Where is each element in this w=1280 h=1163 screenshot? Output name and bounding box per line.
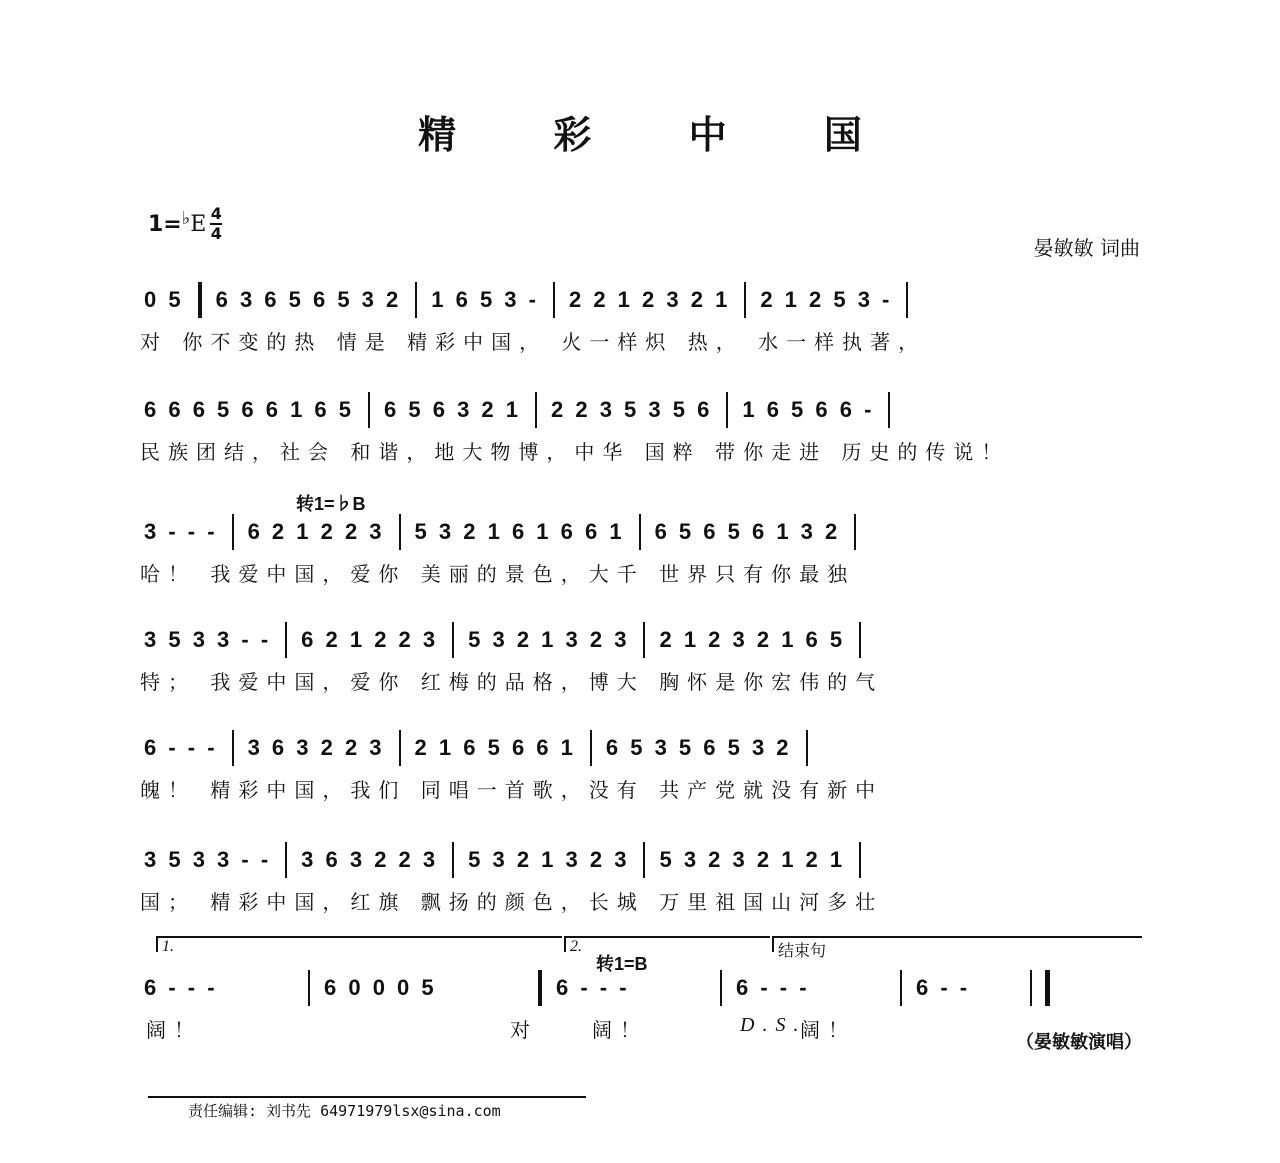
measure: 6 3 6 5 6 5 3 2 [215,287,402,312]
measure: 2 1 2 5 3 - [760,287,893,312]
lyrics-row: 对 你不变的热 情是 精彩中国， 火一样炽 热， 水一样执著， [140,330,927,354]
measure: 6 - - [916,975,971,1000]
key-note: E [190,211,207,237]
notes-row [140,390,1150,430]
meter-top: 4 [210,204,222,223]
measure: 5 3 2 3 2 1 2 1 [659,847,846,872]
measure: 6 5 3 5 6 5 3 2 [605,735,792,760]
author-credit: 晏敏敏 词曲 [1033,236,1140,260]
lyrics-row [140,1014,1150,1042]
ending-system [140,968,1150,1042]
meter-bottom: 4 [210,224,222,243]
lyrics-row: 特； 我爱中国，爱你 红梅的品格，博大 胸怀是你宏伟的气 [140,670,884,694]
modulation-sign: 转1=♭B [296,494,366,514]
notes-row [140,840,1150,880]
score-system-3 [140,512,1150,587]
measure: 6 - - - [556,975,630,1000]
score-system-2 [140,390,1150,465]
key-signature [148,205,222,243]
footer-rule [148,1096,586,1098]
measure: 6 - - - [144,735,218,760]
second-ending-bracket: 2. [564,936,770,952]
measure: 6 5 6 3 2 1 [384,397,522,422]
editor-credit: 责任编辑: 刘书先 64971979lsx@sina.com [188,1102,501,1120]
measure: 3 6 3 2 2 3 [301,847,439,872]
measure: 5 3 2 1 6 1 6 6 1 [414,519,625,544]
measure: 1 6 5 6 6 - [742,397,875,422]
measure: 5 3 2 1 3 2 3 [468,847,630,872]
singer-credit: （晏敏敏演唱） [1016,1032,1142,1053]
measure: 6 6 6 5 6 6 1 6 5 [144,397,355,422]
lyric: 阔！ [146,1018,202,1042]
measure: 6 - - - [736,975,810,1000]
coda-bracket: 结束句 [772,936,1142,952]
key-prefix: 1= [148,211,182,237]
notes-row [140,968,1150,1008]
lyrics-row: 魄！ 精彩中国，我们 同唱一首歌，没有 共产党就没有新中 [140,778,884,802]
time-signature [210,205,222,243]
measure: 3 6 3 2 2 3 [247,735,385,760]
measure: 2 2 1 2 3 2 1 [568,287,731,312]
notes-row [140,620,1150,660]
measure: 6 5 6 5 6 1 3 2 [654,519,841,544]
measure: 2 2 3 5 3 5 6 [551,397,713,422]
score-system-5 [140,728,1150,803]
score-system-4 [140,620,1150,695]
measure: 0 5 [144,287,184,312]
notes-row [140,280,1150,320]
measure: 6 0 0 0 5 [324,975,437,1000]
lyric: 对 [510,1018,538,1042]
measure: 5 3 2 1 3 2 3 [468,627,630,652]
lyrics-row: 民族团结，社会 和谐，地大物博，中华 国粹 带你走进 历史的传说！ [140,440,1010,464]
score-system-6 [140,840,1150,915]
dal-segno: D.S. [740,1014,807,1036]
lyric: 阔！ [592,1018,648,1042]
notes-row [140,512,1150,552]
lyric: 阔！ [800,1018,856,1042]
lyrics-row: 哈！ 我爱中国，爱你 美丽的景色，大千 世界只有你最独 [140,562,856,586]
notes-row [140,728,1150,768]
modulation-sign: 转1=B [596,954,648,974]
score-system-1 [140,280,1150,355]
measure: 6 2 1 2 2 3 [247,519,385,544]
measure: 6 - - - [144,975,218,1000]
measure: 2 1 2 3 2 1 6 5 [659,627,846,652]
measure: 3 5 3 3 - - [144,627,272,652]
first-ending-bracket: 1. [156,936,562,952]
measure: 2 1 6 5 6 6 1 [414,735,576,760]
lyrics-row: 国； 精彩中国，红旗 飘扬的颜色，长城 万里祖国山河多壮 [140,890,884,914]
measure: 3 5 3 3 - - [144,847,272,872]
flat-sign: ♭ [181,207,191,229]
measure: 1 6 5 3 - [431,287,539,312]
measure: 3 - - - [144,519,218,544]
measure: 6 2 1 2 2 3 [301,627,439,652]
song-title: 精 彩 中 国 [418,112,904,157]
